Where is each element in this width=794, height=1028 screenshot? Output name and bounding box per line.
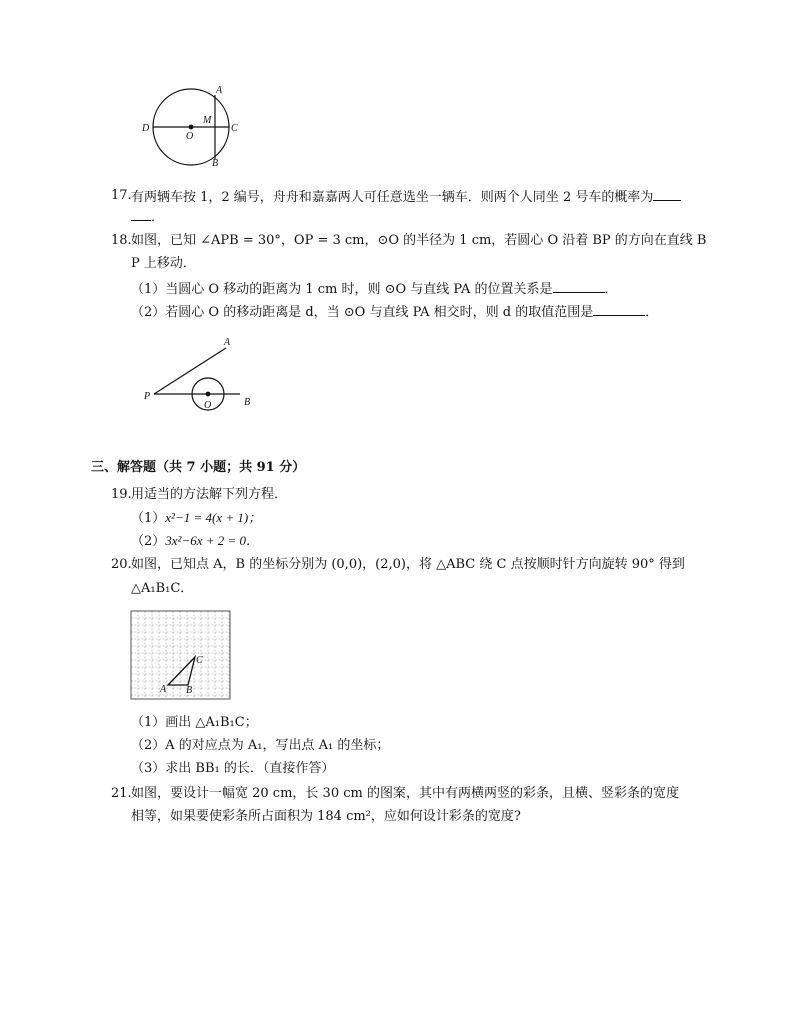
q17-answer-blank <box>653 187 681 201</box>
q17-number: 17. <box>111 188 132 203</box>
grid-figure <box>130 610 232 702</box>
q20-line1: 如图，已知点 A，B 的坐标分别为 (0,0)，(2,0)，将 △ABC 绕 C 点按顺时针方向旋转 90° 得到 <box>131 557 685 572</box>
q17-end: ． <box>151 210 165 225</box>
q17-line1 <box>131 187 681 207</box>
q19-sub2-prefix: （2） <box>131 534 166 549</box>
label-a: A <box>216 85 223 96</box>
q19-text: 用适当的方法解下列方程． <box>131 487 288 502</box>
q19-number: 19. <box>111 487 132 502</box>
label-d: D <box>142 123 150 134</box>
q17-line2 <box>131 207 164 227</box>
q17-text: 有两辆车按 1，2 编号，舟舟和嘉嘉两人可任意选坐一辆车．则两个人同坐 2 号车的概率为 <box>131 190 654 205</box>
label-b: B <box>186 685 193 696</box>
q18-sub1-text: （1）当圆心 O 移动的距离为 1 cm 时，则 ⊙O 与直线 PA 的位置关系是 <box>131 282 553 297</box>
label-p: P <box>144 391 151 402</box>
q19-sub2-equation: 3x²−6x + 2 = 0． <box>165 533 260 548</box>
q18-sub2 <box>131 302 658 322</box>
q19-sub1 <box>131 509 261 528</box>
label-a: A <box>160 684 167 695</box>
circle-figure <box>140 82 250 172</box>
label-o: O <box>204 400 212 411</box>
q20-line2: △A₁B₁C． <box>131 581 194 596</box>
q21-line1: 如图，要设计一幅宽 20 cm，长 30 cm 的图案，其中有两横两竖的彩条，且横、竖彩条的宽度 <box>131 786 679 801</box>
q21-line2: 相等，如果要使彩条所占面积为 184 cm²，应如何设计彩条的宽度? <box>131 809 521 824</box>
q21-number: 21. <box>111 786 132 801</box>
label-b: B <box>244 397 251 408</box>
q18-line1: 如图，已知 ∠APB = 30°，OP = 3 cm，⊙O 的半径为 1 cm，若圆心 O 沿着 BP 的方向在直线 B <box>131 233 707 248</box>
label-c: C <box>196 655 203 666</box>
q20-sub2: （2）A 的对应点为 A₁，写出点 A₁ 的坐标； <box>131 738 390 753</box>
q18-sub1-end: ． <box>604 282 618 297</box>
q19-sub2 <box>131 532 259 551</box>
q18-sub1-blank <box>553 279 605 293</box>
section-heading: 三、解答题（共 7 小题；共 91 分） <box>91 460 306 475</box>
q18-number: 18. <box>111 233 132 248</box>
q19-sub1-prefix: （1） <box>131 511 166 526</box>
q18-sub1 <box>131 279 618 299</box>
q20-sub3: （3）求出 BB₁ 的长．（直接作答） <box>131 761 335 776</box>
q20-number: 20. <box>111 557 132 572</box>
label-c: C <box>231 123 238 134</box>
q20-sub1: （1）画出 △A₁B₁C； <box>131 715 258 730</box>
q18-sub2-text: （2）若圆心 O 的移动距离是 d，当 ⊙O 与直线 PA 相交时，则 d 的取值范围是 <box>131 305 594 320</box>
label-a: A <box>224 337 231 348</box>
q17-answer-blank-cont <box>131 207 151 221</box>
angle-figure <box>140 332 265 414</box>
label-m: M <box>203 115 212 126</box>
q19-sub1-equation: x²−1 = 4(x + 1)； <box>165 510 262 525</box>
q18-sub2-blank <box>593 302 645 316</box>
label-o: O <box>186 131 194 142</box>
q18-line2: P 上移动． <box>131 256 196 271</box>
q18-sub2-end: ． <box>645 305 659 320</box>
label-b: B <box>212 158 219 169</box>
